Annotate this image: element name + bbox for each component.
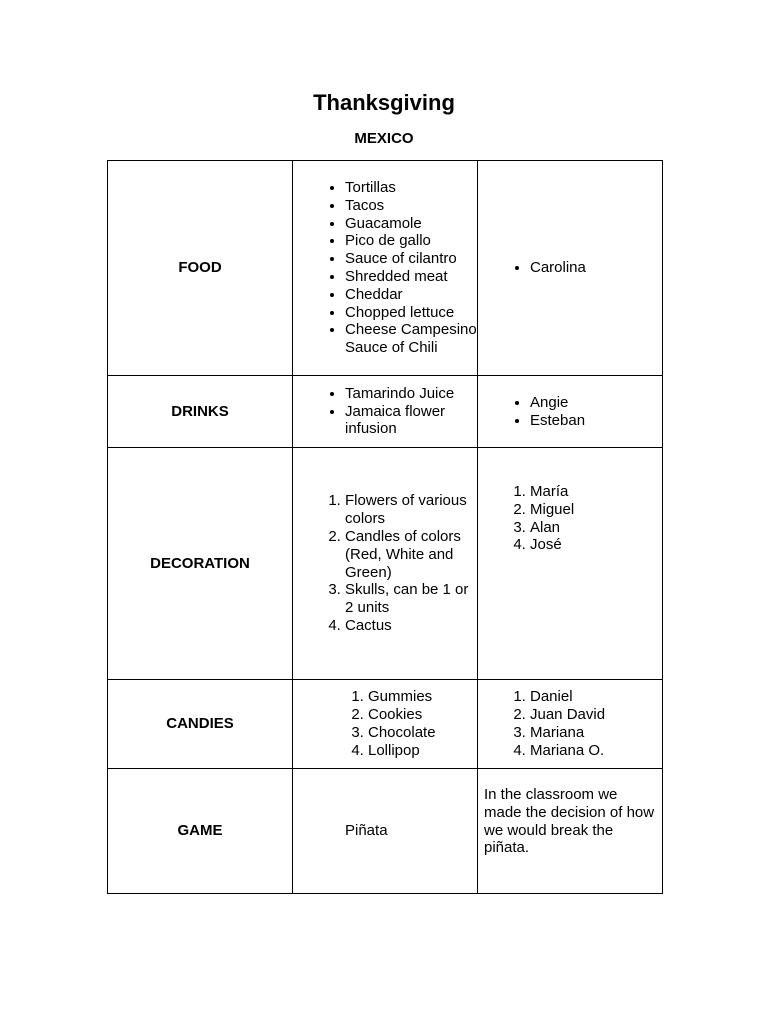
decoration-items-cell bbox=[293, 448, 478, 680]
list-item: • Shredded meat bbox=[345, 268, 477, 286]
list-item: 2. Candles of colors (Red, White and Green) bbox=[345, 528, 477, 581]
list-item: • Angie bbox=[530, 394, 662, 412]
table-row-decoration bbox=[108, 448, 663, 680]
drinks-people-list bbox=[478, 394, 662, 430]
row-label-food: FOOD bbox=[108, 161, 293, 376]
list-item: • Jamaica flower infusion bbox=[345, 403, 477, 439]
list-item: • Cheese Campesino bbox=[345, 321, 477, 339]
drinks-people-cell bbox=[478, 376, 663, 448]
table-row-candies bbox=[108, 680, 663, 769]
list-item: • Tacos bbox=[345, 197, 477, 215]
table-row-drinks bbox=[108, 376, 663, 448]
food-people-list bbox=[478, 259, 662, 277]
candies-items-list bbox=[293, 688, 477, 759]
list-item: 1. María bbox=[530, 483, 662, 501]
decoration-items-list bbox=[293, 492, 477, 634]
thanksgiving-table bbox=[107, 160, 663, 894]
food-extra-item: Sauce of Chili bbox=[345, 339, 438, 357]
list-item: • Carolina bbox=[530, 259, 662, 277]
decoration-people-list bbox=[478, 483, 662, 554]
list-item: • Tamarindo Juice bbox=[345, 385, 477, 403]
table-row-game bbox=[108, 769, 663, 894]
list-item: 4. Lollipop bbox=[368, 742, 477, 760]
food-items-cell bbox=[293, 161, 478, 376]
table-row-food bbox=[108, 161, 663, 376]
list-item: • Guacamole bbox=[345, 215, 477, 233]
list-item: • Tortillas bbox=[345, 179, 477, 197]
game-note-cell bbox=[478, 769, 663, 894]
candies-people-cell bbox=[478, 680, 663, 769]
list-item: 1. Daniel bbox=[530, 688, 662, 706]
list-item: • Cheddar bbox=[345, 286, 477, 304]
list-item: 3. Alan bbox=[530, 519, 662, 537]
decoration-people-cell bbox=[478, 448, 663, 680]
candies-items-cell bbox=[293, 680, 478, 769]
food-items-list bbox=[293, 179, 477, 339]
list-item: 2. Juan David bbox=[530, 706, 662, 724]
list-item: 2. Cookies bbox=[368, 706, 477, 724]
row-label-game: GAME bbox=[108, 769, 293, 894]
row-label-decoration: DECORATION bbox=[108, 448, 293, 680]
list-item: • Esteban bbox=[530, 412, 662, 430]
row-label-candies: CANDIES bbox=[108, 680, 293, 769]
game-item-cell bbox=[293, 769, 478, 894]
page-title: Thanksgiving bbox=[313, 90, 455, 115]
list-item: • Sauce of cilantro bbox=[345, 250, 477, 268]
list-item: 1. Gummies bbox=[368, 688, 477, 706]
list-item: • Chopped lettuce bbox=[345, 304, 477, 322]
list-item: 3. Skulls, can be 1 or 2 units bbox=[345, 581, 477, 617]
list-item: 4. José bbox=[530, 536, 662, 554]
list-item: • Pico de gallo bbox=[345, 232, 477, 250]
food-people-cell bbox=[478, 161, 663, 376]
list-item: 3. Chocolate bbox=[368, 724, 477, 742]
list-item: 1. Flowers of various colors bbox=[345, 492, 477, 528]
list-item: 2. Miguel bbox=[530, 501, 662, 519]
list-item: 3. Mariana bbox=[530, 724, 662, 742]
drinks-items-list bbox=[293, 385, 477, 438]
list-item: 4. Cactus bbox=[345, 617, 477, 635]
page-subtitle: MEXICO bbox=[354, 130, 414, 147]
drinks-items-cell bbox=[293, 376, 478, 448]
candies-people-list bbox=[478, 688, 662, 759]
row-label-drinks: DRINKS bbox=[108, 376, 293, 448]
game-note: In the classroom we made the decision of how we would break the piñata. bbox=[484, 786, 655, 857]
list-item: 4. Mariana O. bbox=[530, 742, 662, 760]
game-item: Piñata bbox=[345, 822, 388, 840]
